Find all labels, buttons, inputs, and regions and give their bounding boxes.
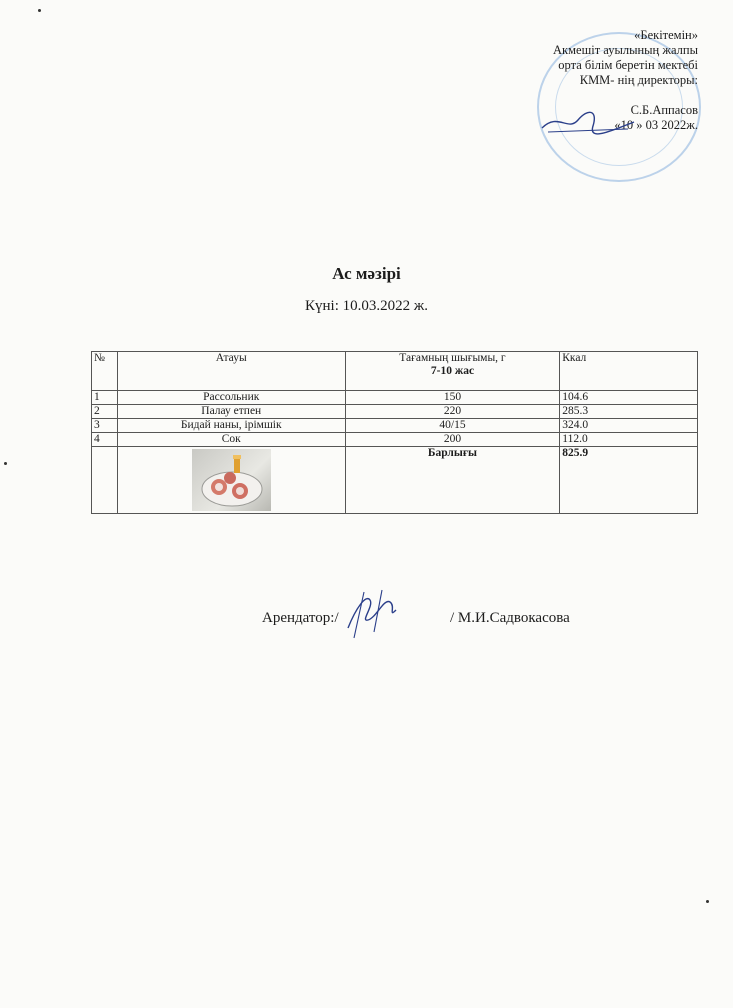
row-dish-name: Палау етпен <box>117 405 345 419</box>
tenant-signature-line <box>262 610 570 627</box>
table-row <box>92 419 698 433</box>
meal-plate-icon <box>192 449 271 511</box>
row-yield: 40/15 <box>345 419 560 433</box>
table-header-row <box>92 352 698 391</box>
row-number: 3 <box>92 419 118 433</box>
paper-speck <box>706 900 709 903</box>
row-number: 2 <box>92 405 118 419</box>
row-dish-name: Бидай наны, ірімшік <box>117 419 345 433</box>
row-dish-name: Рассольник <box>117 391 345 405</box>
table-row <box>92 391 698 405</box>
approval-position: КММ- нің директоры: <box>579 73 698 87</box>
total-number-cell <box>92 447 118 514</box>
row-number: 4 <box>92 433 118 447</box>
total-label: Барлығы <box>345 447 560 514</box>
total-kcal: 825.9 <box>560 447 698 514</box>
approval-school-line2: орта білім беретін мектебі <box>558 58 698 72</box>
header-name: Атауы <box>117 352 345 391</box>
row-dish-name: Сок <box>117 433 345 447</box>
header-age-group: 7-10 жас <box>430 365 475 377</box>
header-yield-label: Тағамның шығымы, г <box>399 352 506 364</box>
row-yield: 220 <box>345 405 560 419</box>
header-kcal: Ккал <box>560 352 698 391</box>
row-kcal: 285.3 <box>560 405 698 419</box>
header-yield <box>345 352 560 391</box>
tenant-name: / М.И.Садвокасова <box>450 610 570 626</box>
paper-speck <box>38 9 41 12</box>
approval-school-line1: Акмешіт ауылының жалпы <box>553 43 698 57</box>
menu-table <box>91 351 698 514</box>
total-row <box>92 447 698 514</box>
approval-date: «10 » 03 2022ж. <box>614 118 698 132</box>
paper-speck <box>4 462 7 465</box>
approval-heading: «Бекітемін» <box>634 28 698 42</box>
row-number: 1 <box>92 391 118 405</box>
row-kcal: 324.0 <box>560 419 698 433</box>
header-number: № <box>92 352 118 391</box>
table-row <box>92 405 698 419</box>
menu-date: Күні: 10.03.2022 ж. <box>305 298 428 314</box>
row-yield: 150 <box>345 391 560 405</box>
director-name: С.Б.Аппасов <box>630 103 698 117</box>
row-kcal: 104.6 <box>560 391 698 405</box>
approval-block <box>458 28 698 133</box>
row-kcal: 112.0 <box>560 433 698 447</box>
meal-photo <box>192 449 271 511</box>
tenant-label: Арендатор:/ <box>262 610 339 626</box>
row-yield: 200 <box>345 433 560 447</box>
table-row <box>92 433 698 447</box>
page-title: Ас мәзірі <box>332 264 401 283</box>
meal-photo-cell <box>117 447 345 514</box>
tenant-signature-icon <box>338 588 408 643</box>
